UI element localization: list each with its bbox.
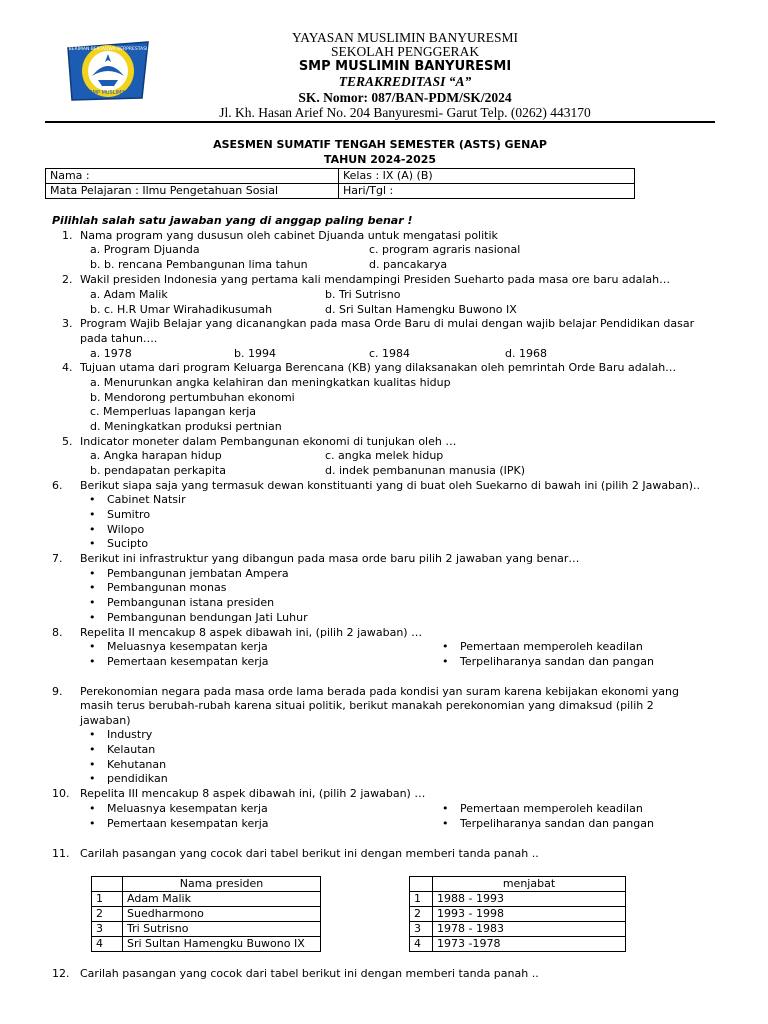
logo-caption: SMP MUSLIMIN	[89, 90, 127, 96]
option-c[interactable]: b. c. H.R Umar Wirahadikusumah	[90, 303, 273, 316]
option-d[interactable]: d. Meningkatkan produksi pertnian	[90, 420, 282, 433]
table-row: 4 1973 -1978	[410, 937, 626, 952]
option[interactable]: • Pembangunan bendungan Jati Luhur	[107, 611, 308, 625]
school-name: SMP MUSLIMIN BANYURESMI	[298, 59, 512, 74]
logo-motto: BERIMAN BERTAQWA BERPRESTASI	[68, 47, 148, 52]
subject-field: Mata Pelajaran : Ilmu Pengetahuan Sosial	[46, 184, 339, 199]
option[interactable]: • Terpeliharanya sandan dan pangan	[460, 655, 654, 669]
header-divider	[45, 121, 715, 123]
column-header: menjabat	[433, 877, 626, 892]
school-logo	[62, 36, 154, 106]
instruction: Pilihlah salah satu jawaban yang di anggap paling benar !	[52, 214, 413, 227]
option-c[interactable]: c. angka melek hidup	[325, 449, 444, 462]
option[interactable]: • Pembangunan jembatan Ampera	[107, 567, 289, 581]
option[interactable]: • pendidikan	[107, 772, 168, 786]
question-text: Berikut ini infrastruktur yang dibangun pada masa orde baru pilih 2 jawaban yang benar…	[80, 552, 580, 565]
question-text-cont: jawaban)	[80, 714, 131, 727]
option[interactable]: • Pemertaan kesempatan kerja	[107, 655, 269, 669]
student-info-table	[45, 168, 635, 199]
option-a[interactable]: a. 1978	[90, 347, 132, 360]
option-d[interactable]: d. pancakarya	[369, 258, 448, 271]
question-number: 10.	[52, 787, 70, 800]
table-row: 1 Adam Malik	[92, 892, 321, 907]
option-d[interactable]: d. Sri Sultan Hamengku Buwono IX	[325, 303, 517, 316]
option[interactable]: • Sucipto	[107, 537, 148, 551]
name-field[interactable]: Nama :	[46, 169, 339, 184]
table-row: 2 1993 - 1998	[410, 907, 626, 922]
option[interactable]: • Pembangunan istana presiden	[107, 596, 274, 610]
option[interactable]: • Cabinet Natsir	[107, 493, 186, 507]
date-field[interactable]: Hari/Tgl :	[339, 184, 635, 199]
question-number: 3.	[62, 317, 73, 330]
option-b[interactable]: b. Mendorong pertumbuhan ekonomi	[90, 391, 295, 404]
option-a[interactable]: a. Adam Malik	[90, 288, 168, 301]
president-table	[91, 876, 321, 952]
table-row: 4 Sri Sultan Hamengku Buwono IX	[92, 937, 321, 952]
option-c[interactable]: c. Memperluas lapangan kerja	[90, 405, 257, 418]
option-b[interactable]: b. b. rencana Pembangunan lima tahun	[90, 258, 308, 271]
question-text: Wakil presiden Indonesia yang pertama kali mendampingi Presiden Sueharto pada masa ore baru adalah…	[80, 273, 671, 286]
option-b[interactable]: b. 1994	[234, 347, 276, 360]
school-address: Jl. Kh. Hasan Arief No. 204 Banyuresmi- Garut Telp. (0262) 443170	[219, 105, 591, 120]
table-row: 3 Tri Sutrisno	[92, 922, 321, 937]
question-number: 6.	[52, 479, 63, 492]
question-text: Repelita III mencakup 8 aspek dibawah ini, (pilih 2 jawaban) …	[80, 787, 426, 800]
sk-number: SK. Nomor: 087/BAN-PDM/SK/2024	[298, 90, 512, 105]
option[interactable]: • Pembangunan monas	[107, 581, 226, 595]
question-text-cont: masih terus berubah-rubah karena situai politik, berikut manakah perekonomian yang dimaksud (pilih 2	[80, 699, 654, 712]
exam-year: TAHUN 2024-2025	[323, 153, 437, 166]
option-a[interactable]: a. Menurunkan angka kelahiran dan meningkatkan kualitas hidup	[90, 376, 451, 389]
option[interactable]: • Pemertaan kesempatan kerja	[107, 817, 269, 831]
exam-title: ASESMEN SUMATIF TENGAH SEMESTER (ASTS) GENAP	[213, 138, 547, 151]
table-row: 1 1988 - 1993	[410, 892, 626, 907]
option-d[interactable]: d. 1968	[505, 347, 547, 360]
question-number: 11.	[52, 847, 70, 860]
option[interactable]: • Meluasnya kesempatan kerja	[107, 802, 268, 816]
option-c[interactable]: c. program agraris nasional	[369, 243, 521, 256]
option-c[interactable]: c. 1984	[369, 347, 411, 360]
question-number: 12.	[52, 967, 70, 980]
question-number: 8.	[52, 626, 63, 639]
question-text: Repelita II mencakup 8 aspek dibawah ini, (pilih 2 jawaban) …	[80, 626, 423, 639]
option[interactable]: • Terpeliharanya sandan dan pangan	[460, 817, 654, 831]
option[interactable]: • Sumitro	[107, 508, 150, 522]
option[interactable]: • Wilopo	[107, 523, 144, 537]
question-number: 4.	[62, 361, 73, 374]
question-text: Program Wajib Belajar yang dicanangkan pada masa Orde Baru di mulai dengan wajib belajar Pendidikan dasar	[80, 317, 695, 330]
option-a[interactable]: a. Angka harapan hidup	[90, 449, 222, 462]
foundation-name: YAYASAN MUSLIMIN BANYURESMI	[291, 30, 519, 45]
class-field[interactable]: Kelas : IX (A) (B)	[339, 169, 635, 184]
question-text: Nama program yang dususun oleh cabinet Djuanda untuk mengatasi politik	[80, 229, 498, 242]
option[interactable]: • Pemertaan memperoleh keadilan	[460, 802, 643, 816]
term-table	[409, 876, 626, 952]
question-number: 5.	[62, 435, 73, 448]
question-number: 7.	[52, 552, 63, 565]
table-row: 3 1978 - 1983	[410, 922, 626, 937]
school-subtitle: SEKOLAH PENGGERAK	[330, 44, 480, 59]
option[interactable]: • Pemertaan memperoleh keadilan	[460, 640, 643, 654]
option[interactable]: • Industry	[107, 728, 152, 742]
table-row: 2 Suedharmono	[92, 907, 321, 922]
question-text-cont: pada tahun….	[80, 332, 158, 345]
question-text: Berikut siapa saja yang termasuk dewan konstituanti yang di buat oleh Suekarno di bawah ini (pilih 2 Jawaban)..	[80, 479, 701, 492]
accreditation: TERAKREDITASI “A”	[338, 74, 472, 89]
question-text: Carilah pasangan yang cocok dari tabel berikut ini dengan memberi tanda panah ..	[80, 967, 539, 980]
column-header: Nama presiden	[123, 877, 321, 892]
question-text: Carilah pasangan yang cocok dari tabel berikut ini dengan memberi tanda panah ..	[80, 847, 539, 860]
option-b[interactable]: b. pendapatan perkapita	[90, 464, 226, 477]
question-text: Indicator moneter dalam Pembangunan ekonomi di tunjukan oleh …	[80, 435, 457, 448]
question-number: 1.	[62, 229, 73, 242]
option[interactable]: • Kelautan	[107, 743, 155, 757]
option-b[interactable]: b. Tri Sutrisno	[325, 288, 401, 301]
question-number: 2.	[62, 273, 73, 286]
option-d[interactable]: d. indek pembanunan manusia (IPK)	[325, 464, 526, 477]
question-number: 9.	[52, 685, 63, 698]
option[interactable]: • Meluasnya kesempatan kerja	[107, 640, 268, 654]
question-text: Perekonomian negara pada masa orde lama berada pada kondisi yan suram karena kebijakan ekonomi yang	[80, 685, 679, 698]
question-text: Tujuan utama dari program Keluarga Berencana (KB) yang dilaksanakan oleh pemrintah Orde Baru adalah…	[80, 361, 677, 374]
option-a[interactable]: a. Program Djuanda	[90, 243, 200, 256]
option[interactable]: • Kehutanan	[107, 758, 166, 772]
